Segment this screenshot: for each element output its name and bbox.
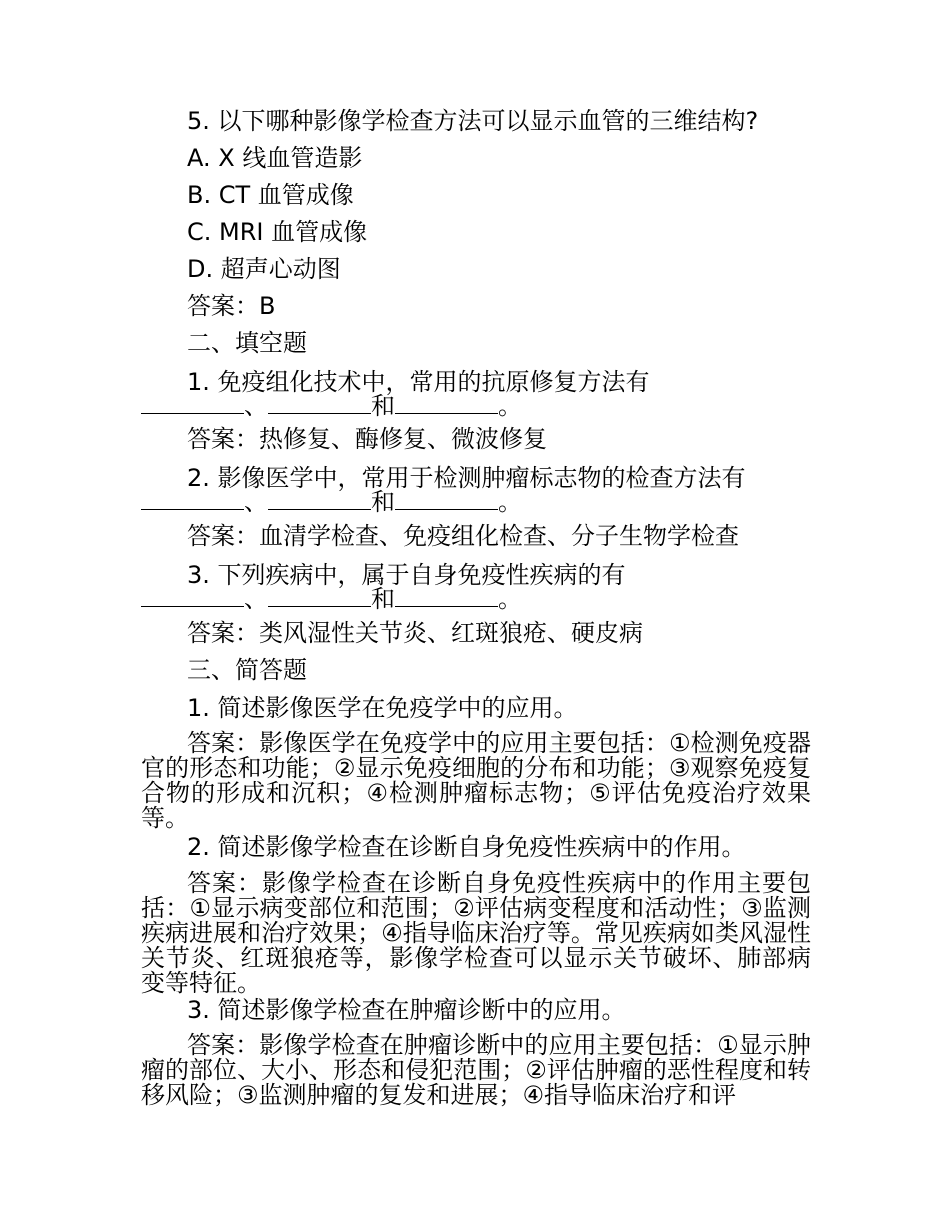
short-q2-answer: 答案：影像学检查在诊断自身免疫性疾病中的作用主要包括：①显示病变部位和范围；②评估病变程度和活动性；③监测疾病进展和治疗效果；④指导临床治疗等。常见疾病如类风湿性关节炎、红斑狼疮等，影像学检查可以显示关节破坏、肺部病变等特征。 xyxy=(141,869,811,997)
short-q1: 1. 简述影像医学在免疫学中的应用。 xyxy=(187,694,578,722)
q5-option-c: C. MRI 血管成像 xyxy=(187,218,368,246)
q5-option-d: D. 超声心动图 xyxy=(187,255,341,283)
blank[interactable] xyxy=(395,393,498,414)
fill-heading: 二、填空题 xyxy=(187,329,307,357)
fill-q3-blanks xyxy=(141,585,522,613)
sentence-end: 。 xyxy=(498,392,522,420)
short-q3-answer: 答案：影像学检查在肿瘤诊断中的应用主要包括：①显示肿瘤的部位、大小、形态和侵犯范围；②评估肿瘤的恶性程度和转移风险；③监测肿瘤的复发和进展；④指导临床治疗和评 xyxy=(141,1031,811,1109)
sentence-end: 。 xyxy=(498,585,522,613)
fill-q1-answer: 答案：热修复、酶修复、微波修复 xyxy=(187,425,547,453)
fill-q2-stem: 2. 影像医学中，常用于检测肿瘤标志物的检查方法有 xyxy=(187,464,746,492)
sentence-end: 。 xyxy=(498,488,522,516)
q5-option-a: A. X 线血管造影 xyxy=(187,144,363,172)
blank[interactable] xyxy=(141,393,244,414)
separator-comma: 、 xyxy=(244,488,268,516)
blank[interactable] xyxy=(141,586,244,607)
short-q1-answer: 答案：影像医学在免疫学中的应用主要包括：①检测免疫器官的形态和功能；②显示免疫细胞的分布和功能；③观察免疫复合物的形成和沉积；④检测肿瘤标志物；⑤评估免疫治疗效果等。 xyxy=(141,729,811,832)
blank[interactable] xyxy=(268,489,371,510)
separator-and: 和 xyxy=(371,392,395,420)
q5-option-b: B. CT 血管成像 xyxy=(187,181,354,209)
fill-q1-stem: 1. 免疫组化技术中，常用的抗原修复方法有 xyxy=(187,368,650,396)
fill-q2-blanks xyxy=(141,488,522,516)
blank[interactable] xyxy=(395,489,498,510)
blank[interactable] xyxy=(268,393,371,414)
separator-and: 和 xyxy=(371,585,395,613)
separator-and: 和 xyxy=(371,488,395,516)
q5-answer: 答案：B xyxy=(187,292,276,320)
fill-q1-blanks xyxy=(141,392,522,420)
fill-q3-answer: 答案：类风湿性关节炎、红斑狼疮、硬皮病 xyxy=(187,619,643,647)
q5-stem: 5. 以下哪种影像学检查方法可以显示血管的三维结构? xyxy=(187,107,759,135)
blank[interactable] xyxy=(141,489,244,510)
separator-comma: 、 xyxy=(244,585,268,613)
short-q3: 3. 简述影像学检查在肿瘤诊断中的应用。 xyxy=(187,996,626,1024)
short-q2: 2. 简述影像学检查在诊断自身免疫性疾病中的作用。 xyxy=(187,833,746,861)
short-heading: 三、简答题 xyxy=(187,656,307,684)
blank[interactable] xyxy=(268,586,371,607)
fill-q2-answer: 答案：血清学检查、免疫组化检查、分子生物学检查 xyxy=(187,522,739,550)
fill-q3-stem: 3. 下列疾病中，属于自身免疫性疾病的有 xyxy=(187,561,626,589)
blank[interactable] xyxy=(395,586,498,607)
separator-comma: 、 xyxy=(244,392,268,420)
